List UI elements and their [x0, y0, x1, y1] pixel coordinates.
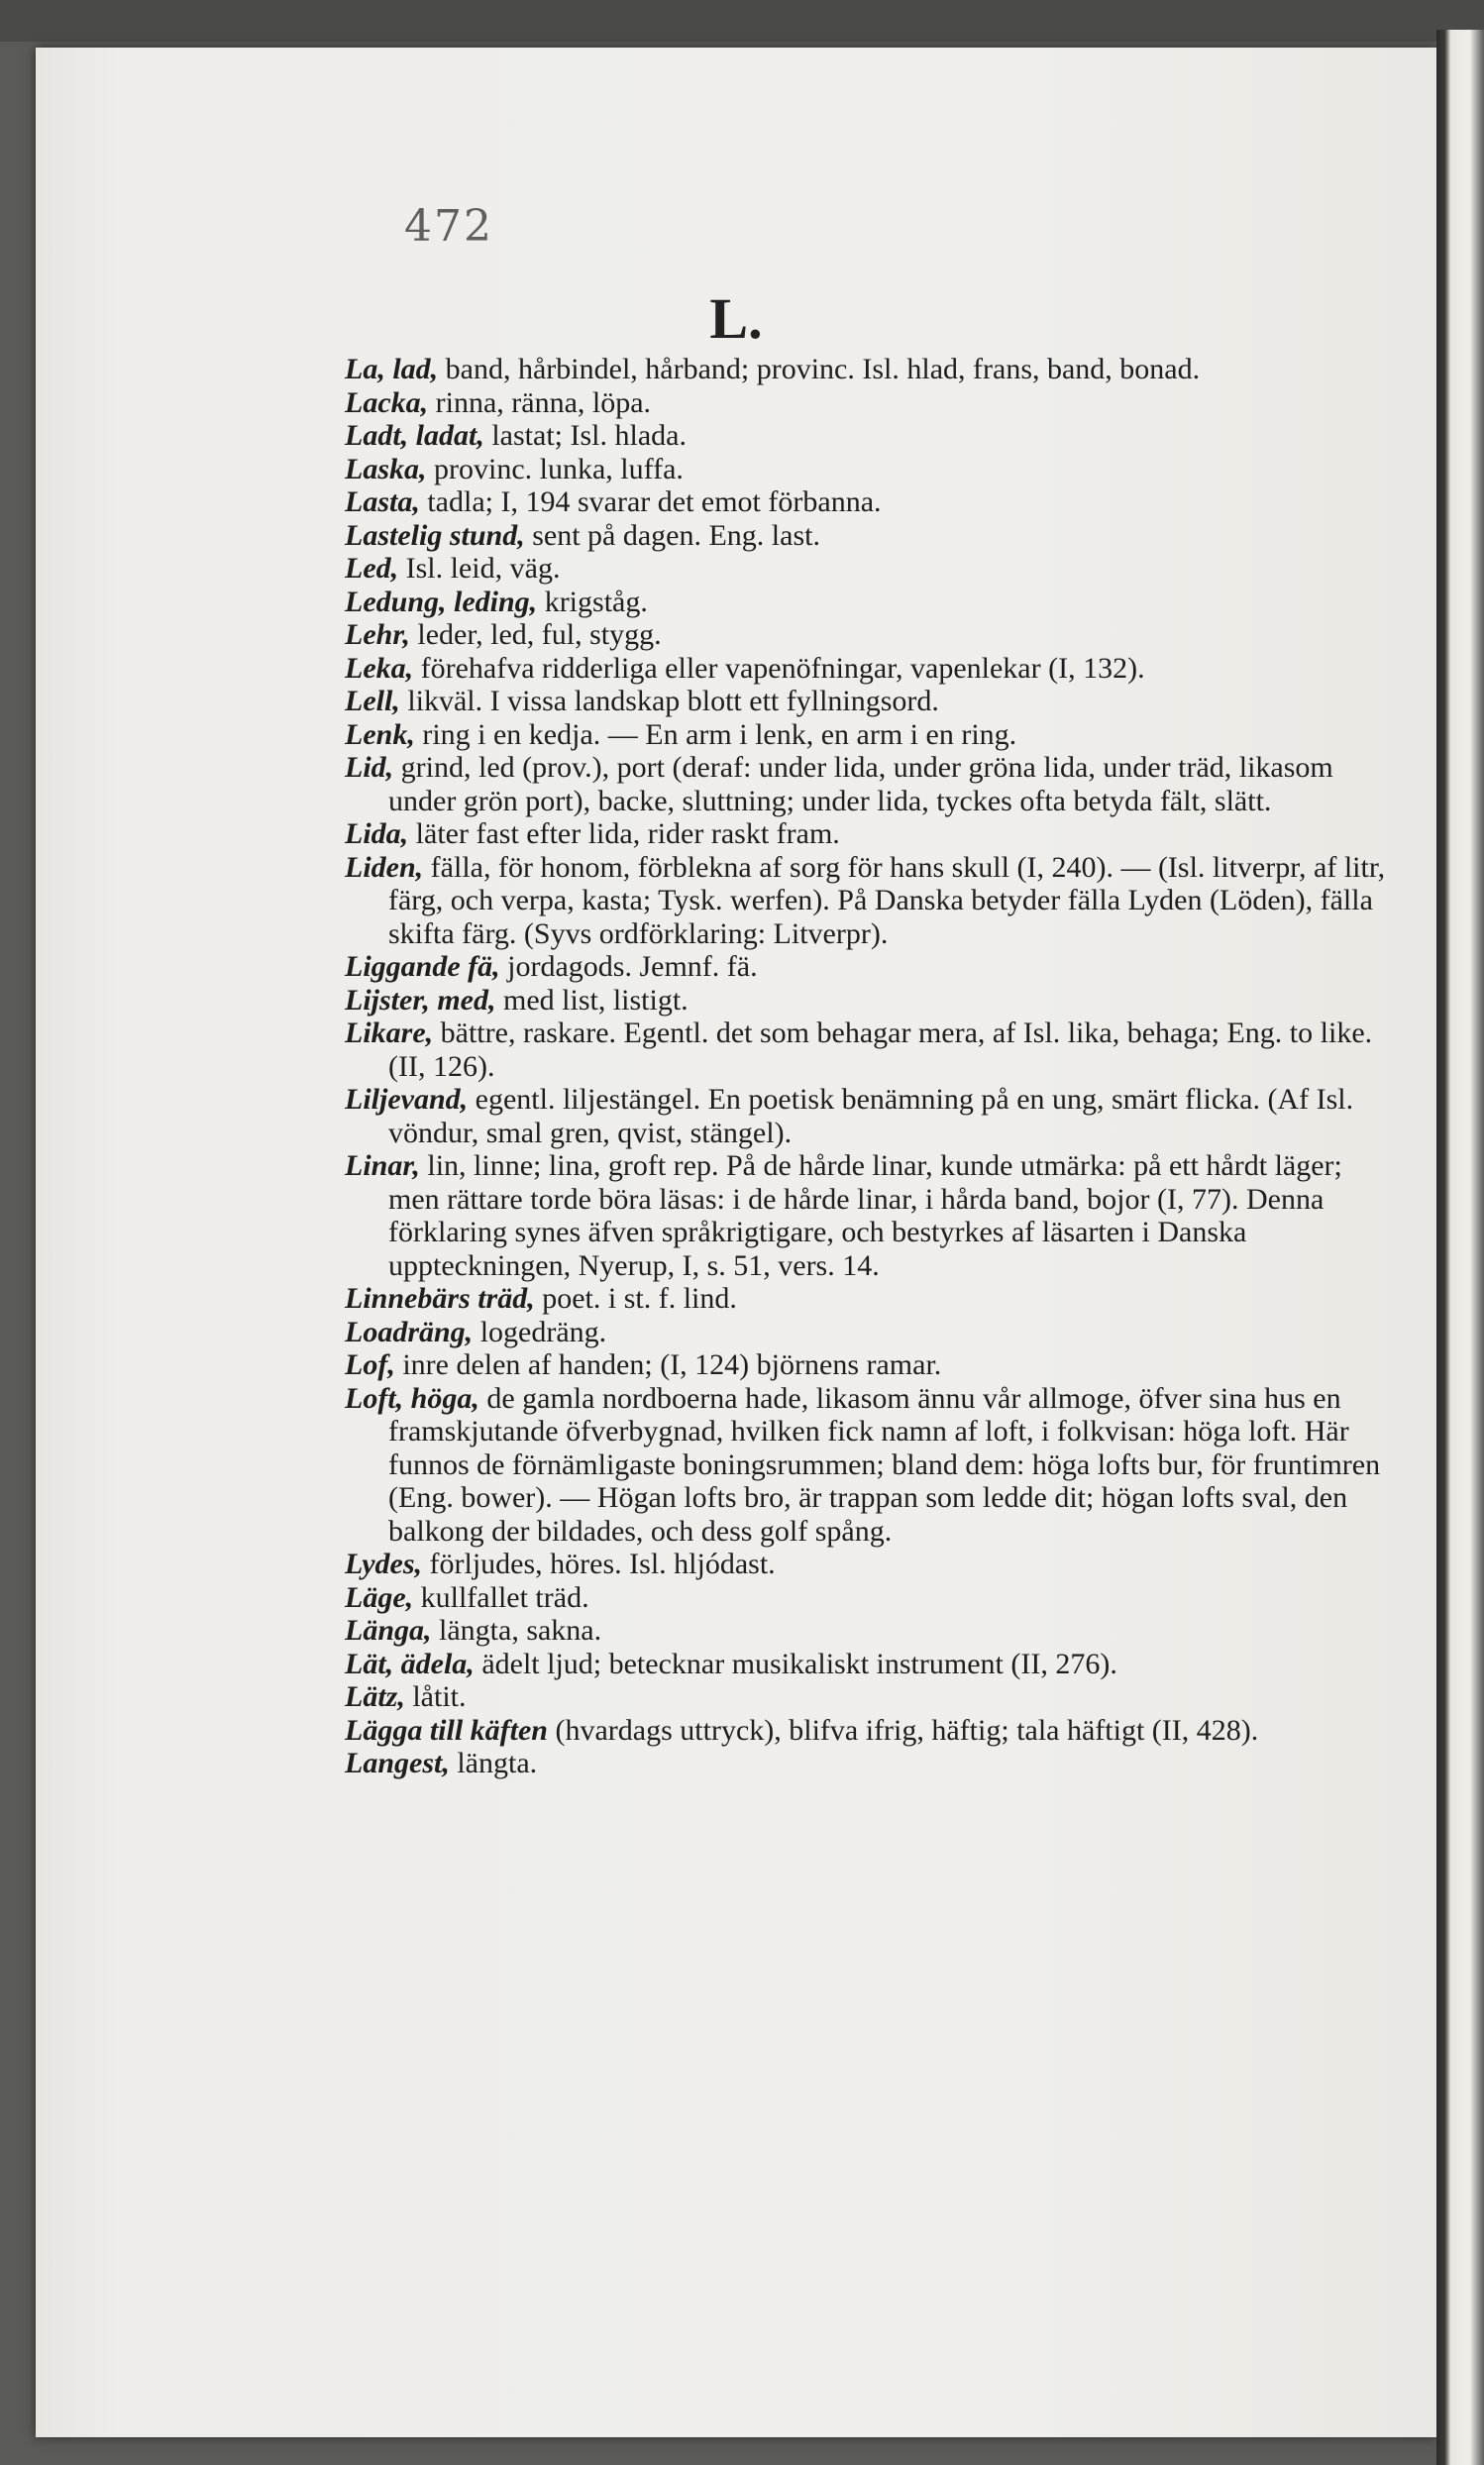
glossary-entry: [345, 485, 1395, 519]
entry-headword: Lid,: [345, 751, 394, 784]
entry-headword: Laska,: [345, 452, 427, 485]
entry-headword: Lastelig stund,: [345, 518, 525, 552]
glossary-entry: [345, 618, 1395, 652]
glossary-entry: [345, 419, 1395, 453]
entry-definition: likväl. I vissa landskap blott ett fyllningsord.: [399, 685, 939, 717]
entry-definition: leder, led, ful, stygg.: [409, 618, 662, 651]
entry-definition: ädelt ljud; betecknar musikaliskt instrument (II, 276).: [474, 1647, 1117, 1680]
glossary-entry: [345, 685, 1395, 718]
entry-definition: fälla, för honom, förblekna af sorg för hans skull (I, 240). — (Isl. litverpr, af litr, färg, och verpa, kasta; Tysk. werfen). På Danska betyder fälla Lyden (Löden), fälla skifta färg. (Syvs ordförklaring: Litverpr).: [388, 850, 1386, 950]
glossary-entry: [345, 851, 1395, 951]
entry-definition: tadla; I, 194 svarar det emot förbanna.: [419, 485, 882, 518]
entry-headword: Linnebärs träd,: [345, 1282, 535, 1315]
entry-definition: jordagods. Jemnf. fä.: [499, 950, 758, 983]
entry-headword: Lijster, med,: [345, 983, 496, 1017]
entry-definition: egentl. liljestängel. En poetisk benämning på en ung, smärt flicka. (Af Isl. vöndur, smal gren, qvist, stängel).: [388, 1083, 1354, 1149]
entry-headword: Ladt, ladat,: [345, 419, 484, 452]
page-number: 472: [404, 201, 493, 252]
glossary-entry: [345, 1548, 1395, 1581]
entry-definition: de gamla nordboerna hade, likasom ännu vår allmoge, öfver sina hus en framskjutande öfverbygnad, hvilken fick namn af loft, i folkvisan: höga loft. Här funnos de förnämligaste boningsrummen; bland dem: höga lofts bur, för fruntimren (Eng. bower). — Högan lofts bro, är trappan som ledde dit; högan lofts sval, den balkong der bildades, och dess golf spång.: [388, 1381, 1381, 1548]
entry-definition: längta, sakna.: [431, 1614, 602, 1647]
glossary-entry: [345, 519, 1395, 553]
glossary-entry: [345, 652, 1395, 686]
entry-headword: Lätz,: [345, 1680, 405, 1713]
entry-definition: rinna, ränna, löpa.: [428, 385, 652, 419]
entry-definition: bättre, raskare. Egentl. det som behagar mera, af Isl. lika, behaga; Eng. to like. (II, 126).: [388, 1017, 1373, 1083]
entry-definition: längta.: [449, 1747, 538, 1779]
adjacent-page-edge: [1436, 30, 1484, 2465]
glossary-entry: [345, 1680, 1395, 1714]
entry-definition: inre delen af handen; (I, 124) björnens ramar.: [394, 1348, 942, 1381]
entry-headword: Länga,: [345, 1614, 432, 1647]
entry-headword: La, lad,: [345, 353, 439, 385]
glossary-entry: [345, 1348, 1395, 1382]
entry-definition: poet. i st. f. lind.: [534, 1282, 737, 1315]
entry-headword: Loadräng,: [345, 1315, 474, 1348]
entry-headword: Linar,: [345, 1149, 420, 1182]
glossary-entry: [345, 386, 1395, 420]
entry-headword: Led,: [345, 552, 399, 585]
entry-headword: Lydes,: [345, 1548, 423, 1580]
glossary-entry: [345, 751, 1395, 817]
glossary-entry: [345, 552, 1395, 586]
glossary-entry: [345, 817, 1395, 851]
entry-definition: kullfallet träd.: [413, 1580, 589, 1614]
glossary-entry: [345, 950, 1395, 984]
glossary-entry: [345, 1614, 1395, 1648]
glossary-entry: [345, 1282, 1395, 1316]
entry-definition: låtit.: [404, 1680, 467, 1713]
entry-headword: Ledung, leding,: [345, 585, 538, 618]
entry-definition: förehafva ridderliga eller vapenöfningar, vapenlekar (I, 132).: [413, 651, 1145, 685]
entry-headword: Liljevand,: [345, 1083, 469, 1116]
entry-definition: ring i en kedja. — En arm i lenk, en arm i en ring.: [414, 717, 1017, 751]
glossary-entry: [345, 984, 1395, 1018]
entry-headword: Lell,: [345, 685, 400, 717]
entry-headword: Lida,: [345, 817, 409, 850]
glossary-entry: [345, 1747, 1395, 1780]
glossary-entries: [345, 353, 1395, 1780]
entry-definition: sent på dagen. Eng. last.: [524, 518, 820, 552]
glossary-entry: [345, 1316, 1395, 1349]
entry-definition: läter fast efter lida, rider raskt fram.: [408, 817, 840, 850]
scan-top-border: [0, 0, 1484, 42]
entry-headword: Leka,: [345, 651, 414, 685]
entry-headword: Lehr,: [345, 618, 410, 651]
glossary-entry: [345, 1083, 1395, 1149]
entry-headword: Liggande fä,: [345, 950, 500, 983]
entry-headword: Langest,: [345, 1747, 450, 1779]
glossary-entry: [345, 718, 1395, 752]
entry-headword: Lof,: [345, 1348, 395, 1381]
book-page: [36, 48, 1436, 2437]
entry-definition: lin, linne; lina, groft rep. På de hårde linar, kunde utmärka: på ett hårdt läger; men rättare torde böra läsas: i de hårde linar, i hårda band, bojor (I, 77). Denna förklaring synes äfven språkrigtigare, och bestyrkes af läsarten i Danska uppteckningen, Nyerup, I, s. 51, vers. 14.: [388, 1149, 1342, 1282]
section-heading: L.: [709, 286, 763, 351]
entry-headword: Loft, höga,: [345, 1381, 479, 1415]
entry-headword: Lät, ädela,: [345, 1647, 475, 1680]
entry-headword: Liden,: [345, 850, 424, 884]
entry-definition: Isl. leid, väg.: [398, 552, 561, 585]
entry-definition: med list, listigt.: [495, 983, 689, 1017]
glossary-entry: [345, 1648, 1395, 1681]
entry-headword: Likare,: [345, 1017, 434, 1049]
entry-definition: band, hårbindel, hårband; provinc. Isl. hlad, frans, band, bonad.: [438, 353, 1201, 385]
glossary-entry: [345, 1149, 1395, 1282]
entry-headword: Lasta,: [345, 485, 420, 518]
entry-headword: Lenk,: [345, 717, 415, 751]
glossary-entry: [345, 1017, 1395, 1083]
entry-headword: Lägga till käften: [345, 1713, 548, 1747]
entry-definition: provinc. lunka, luffa.: [426, 452, 684, 485]
entry-headword: Lacka,: [345, 385, 429, 419]
entry-definition: krigståg.: [537, 585, 648, 618]
entry-definition: lastat; Isl. hlada.: [483, 419, 687, 452]
glossary-entry: [345, 586, 1395, 619]
entry-definition: förljudes, höres. Isl. hljódast.: [422, 1548, 776, 1580]
glossary-entry: [345, 453, 1395, 486]
glossary-entry: [345, 1382, 1395, 1549]
entry-definition: logedräng.: [473, 1315, 607, 1348]
glossary-entry: [345, 1581, 1395, 1615]
entry-definition: (hvardags uttryck), blifva ifrig, häftig; tala häftigt (II, 428).: [548, 1713, 1259, 1747]
glossary-entry: [345, 353, 1395, 386]
entry-definition: grind, led (prov.), port (deraf: under lida, under gröna lida, under träd, likasom under grön port), backe, sluttning; under lida, tyckes ofta betyda fält, slätt.: [388, 751, 1333, 817]
entry-headword: Läge,: [345, 1580, 414, 1614]
glossary-entry: [345, 1714, 1395, 1748]
